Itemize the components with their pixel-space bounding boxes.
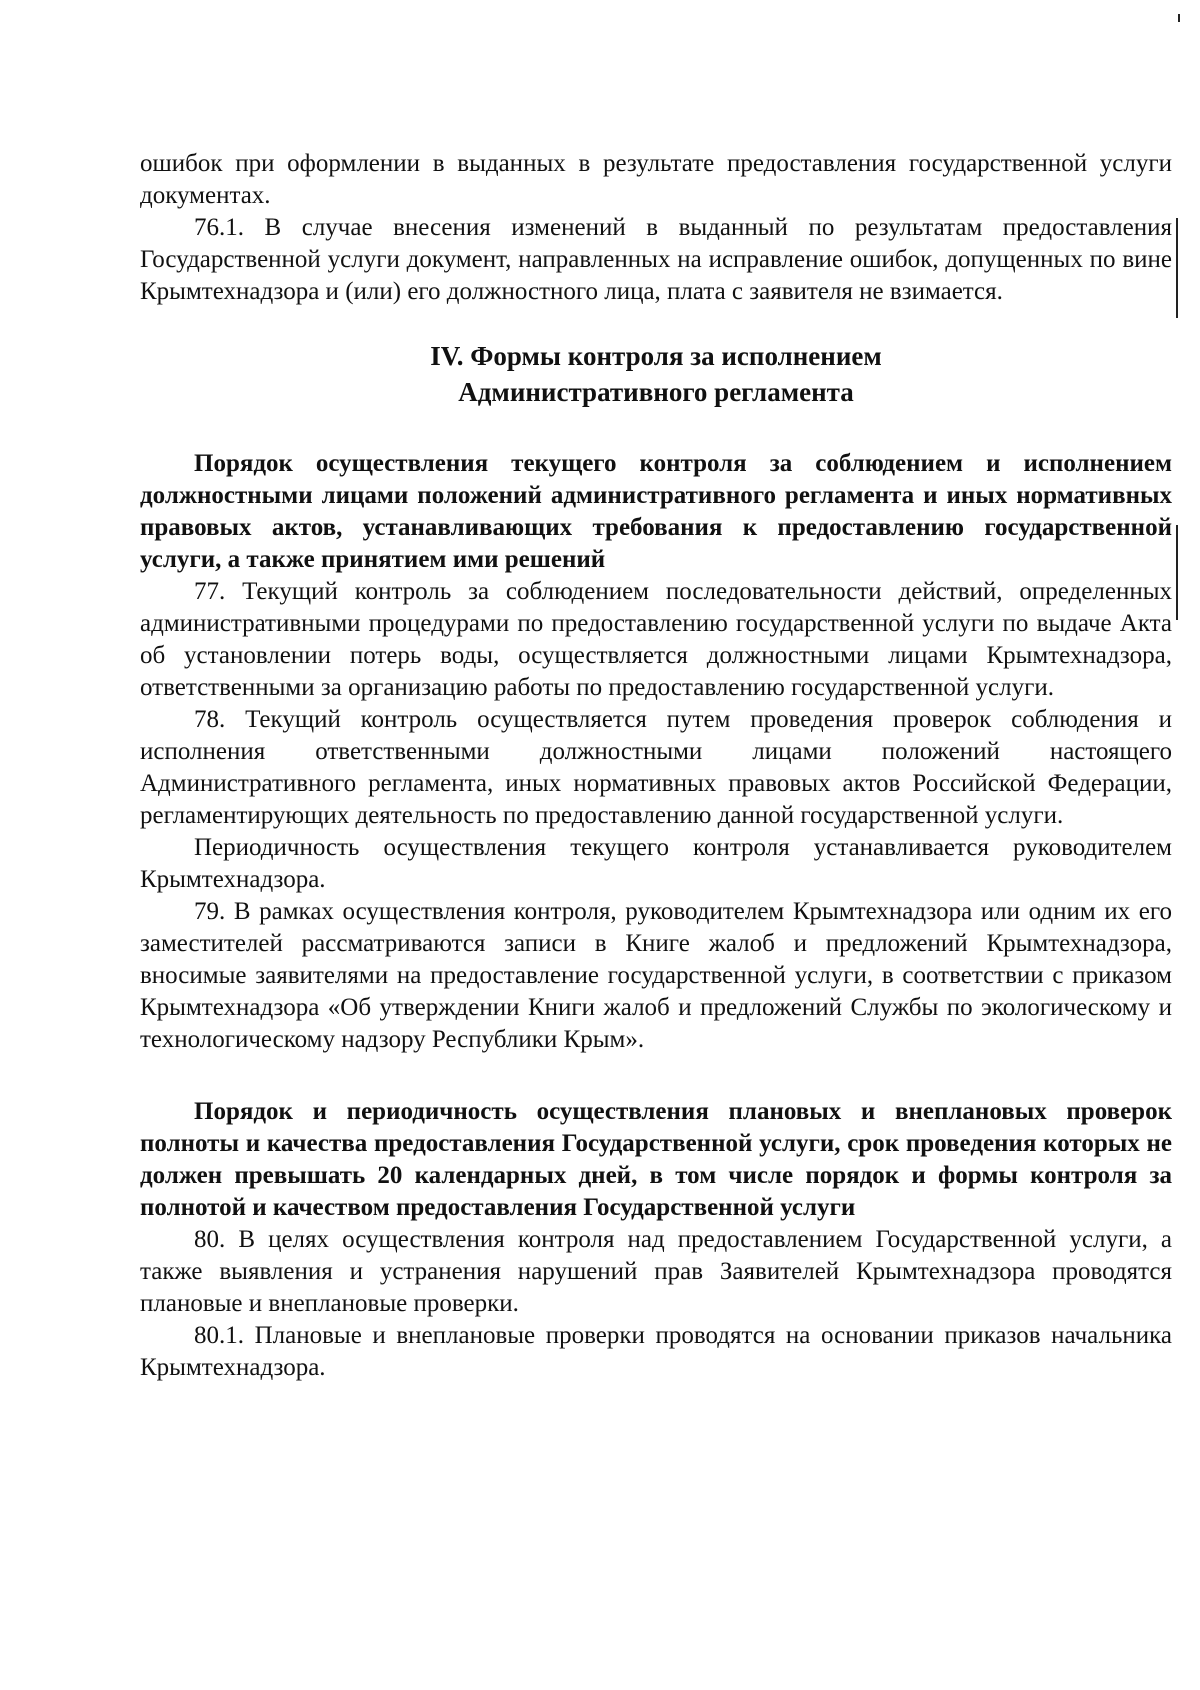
- section-title-line: IV. Формы контроля за исполнением: [430, 341, 882, 371]
- document-page: [140, 148, 1172, 1384]
- scan-artifact: [1176, 218, 1178, 318]
- paragraph: ошибок при оформлении в выданных в результате предоставления государственной услуги документах.: [140, 150, 1172, 209]
- section-heading-paragraph: Порядок и периодичность осуществления плановых и внеплановых проверок полноты и качества предоставления Государственной услуги, срок проведения которых не должен превышать 20 календарных дней, в том числе порядок и формы контроля за полнотой и качеством предоставления Государственной услуги: [140, 1098, 1172, 1221]
- scan-artifact: [1176, 525, 1178, 620]
- section-title: [140, 338, 1172, 410]
- section-title-line: Административного регламента: [458, 377, 854, 407]
- section-heading-paragraph: Порядок осуществления текущего контроля за соблюдением и исполнением должностными лицами положений административного регламента и иных нормативных правовых актов, устанавливающих требования к предоставлению государственной услуги, а также принятием ими решений: [140, 450, 1172, 573]
- paragraph: 80.1. Плановые и внеплановые проверки проводятся на основании приказов начальника Крымтехнадзора.: [140, 1322, 1172, 1381]
- paragraph: 80. В целях осуществления контроля над предоставлением Государственной услуги, а также выявления и устранения нарушений прав Заявителей Крымтехнадзора проводятся плановые и внеплановые проверки.: [140, 1226, 1172, 1317]
- scan-artifact: [1178, 14, 1180, 22]
- paragraph: 77. Текущий контроль за соблюдением последовательности действий, определенных административными процедурами по предоставлению государственной услуги по выдаче Акта об установлении потерь воды, осуществляется должностными лицами Крымтехнадзора, ответственными за организацию работы по предоставлению государственной услуги.: [140, 578, 1172, 701]
- paragraph: Периодичность осуществления текущего контроля устанавливается руководителем Крымтехнадзора.: [140, 834, 1172, 893]
- paragraph: 76.1. В случае внесения изменений в выданный по результатам предоставления Государственной услуги документ, направленных на исправление ошибок, допущенных по вине Крымтехнадзора и (или) его должностного лица, плата с заявителя не взимается.: [140, 214, 1172, 305]
- paragraph: 79. В рамках осуществления контроля, руководителем Крымтехнадзора или одним их его заместителей рассматриваются записи в Книге жалоб и предложений Крымтехнадзора, вносимые заявителями на предоставление государственной услуги, в соответствии с приказом Крымтехнадзора «Об утверждении Книги жалоб и предложений Службы по экологическому и технологическому надзору Республики Крым».: [140, 898, 1172, 1053]
- spacer: [140, 1056, 1172, 1096]
- paragraph: 78. Текущий контроль осуществляется путем проведения проверок соблюдения и исполнения ответственными должностными лицами положений настоящего Административного регламента, иных нормативных правовых актов Российской Федерации, регламентирующих деятельность по предоставлению данной государственной услуги.: [140, 706, 1172, 829]
